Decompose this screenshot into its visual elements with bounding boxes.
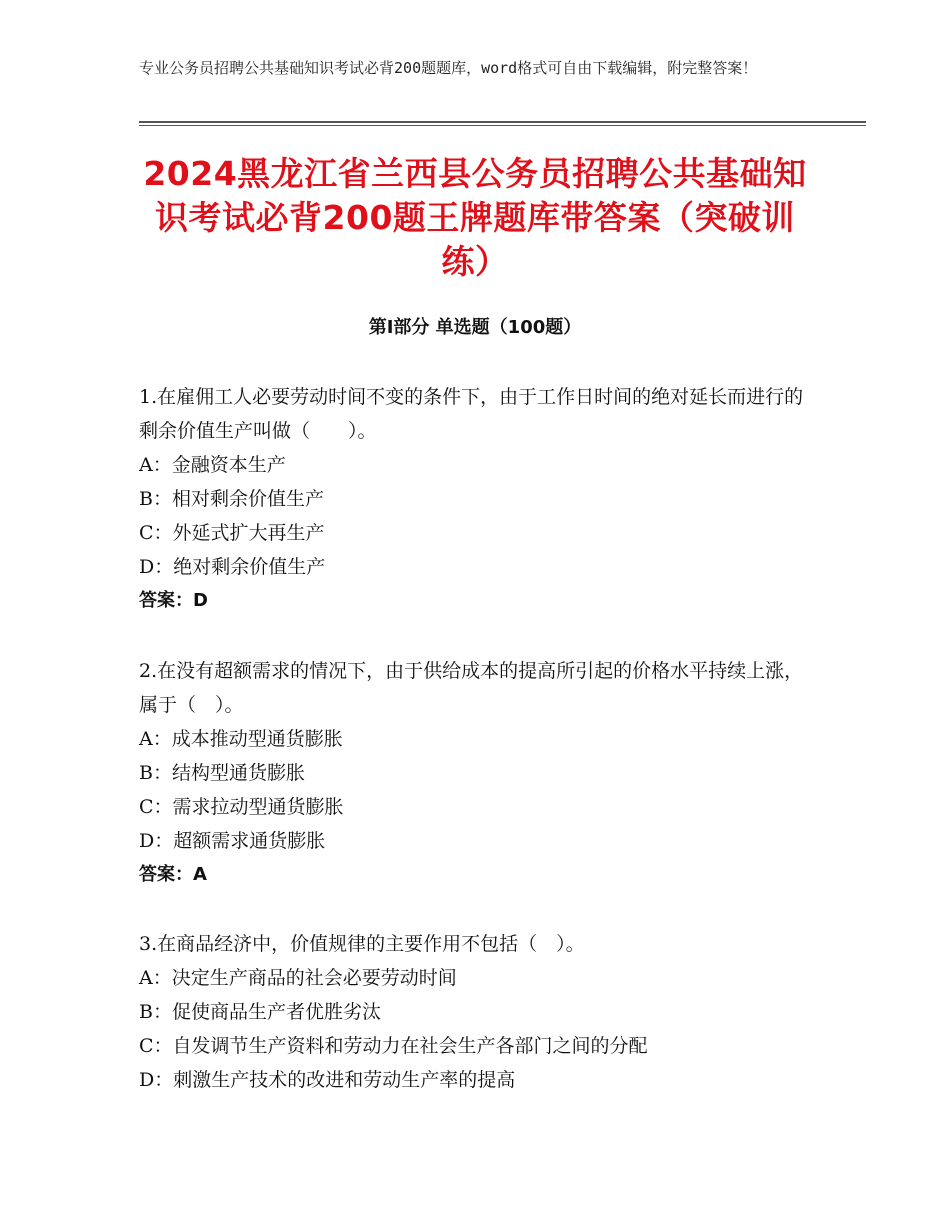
- option-a: A：成本推动型通货膨胀: [139, 728, 343, 750]
- question-stem: 1.在雇佣工人必要劳动时间不变的条件下，由于工作日时间的绝对延长而进行的剩余价值生产叫做（ ）。: [139, 386, 804, 442]
- header-note: 专业公务员招聘公共基础知识考试必背200题题库，word格式可自由下载编辑，附完整答案！: [139, 59, 758, 77]
- section-heading: 第I部分 单选题（100题）: [368, 317, 582, 338]
- option-d: D：绝对剩余价值生产: [139, 556, 326, 578]
- question-2: [139, 654, 819, 892]
- option-d: D：超额需求通货膨胀: [139, 830, 326, 852]
- answer: 答案：D: [139, 590, 208, 611]
- answer: 答案：A: [139, 864, 207, 885]
- option-c: C：自发调节生产资料和劳动力在社会生产各部门之间的分配: [139, 1035, 648, 1057]
- option-b: B：结构型通货膨胀: [139, 762, 305, 784]
- option-c: C：需求拉动型通货膨胀: [139, 796, 344, 818]
- question-stem: 2.在没有超额需求的情况下，由于供给成本的提高所引起的价格水平持续上涨，属于（ ）。: [139, 660, 804, 716]
- question-stem: 3.在商品经济中，价值规律的主要作用不包括（ ）。: [139, 933, 585, 955]
- option-a: A：金融资本生产: [139, 454, 286, 476]
- question-3: [139, 927, 819, 1097]
- option-b: B：促使商品生产者优胜劣汰: [139, 1001, 381, 1023]
- option-a: A：决定生产商品的社会必要劳动时间: [139, 967, 457, 989]
- header-divider-thick: [139, 121, 866, 123]
- option-c: C：外延式扩大再生产: [139, 522, 325, 544]
- header-divider-thin: [139, 125, 866, 126]
- option-b: B：相对剩余价值生产: [139, 488, 324, 510]
- question-1: [139, 380, 819, 618]
- document-title: 2024黑龙江省兰西县公务员招聘公共基础知识考试必背200题王牌题库带答案（突破训练）: [143, 154, 807, 281]
- option-d: D：刺激生产技术的改进和劳动生产率的提高: [139, 1069, 516, 1091]
